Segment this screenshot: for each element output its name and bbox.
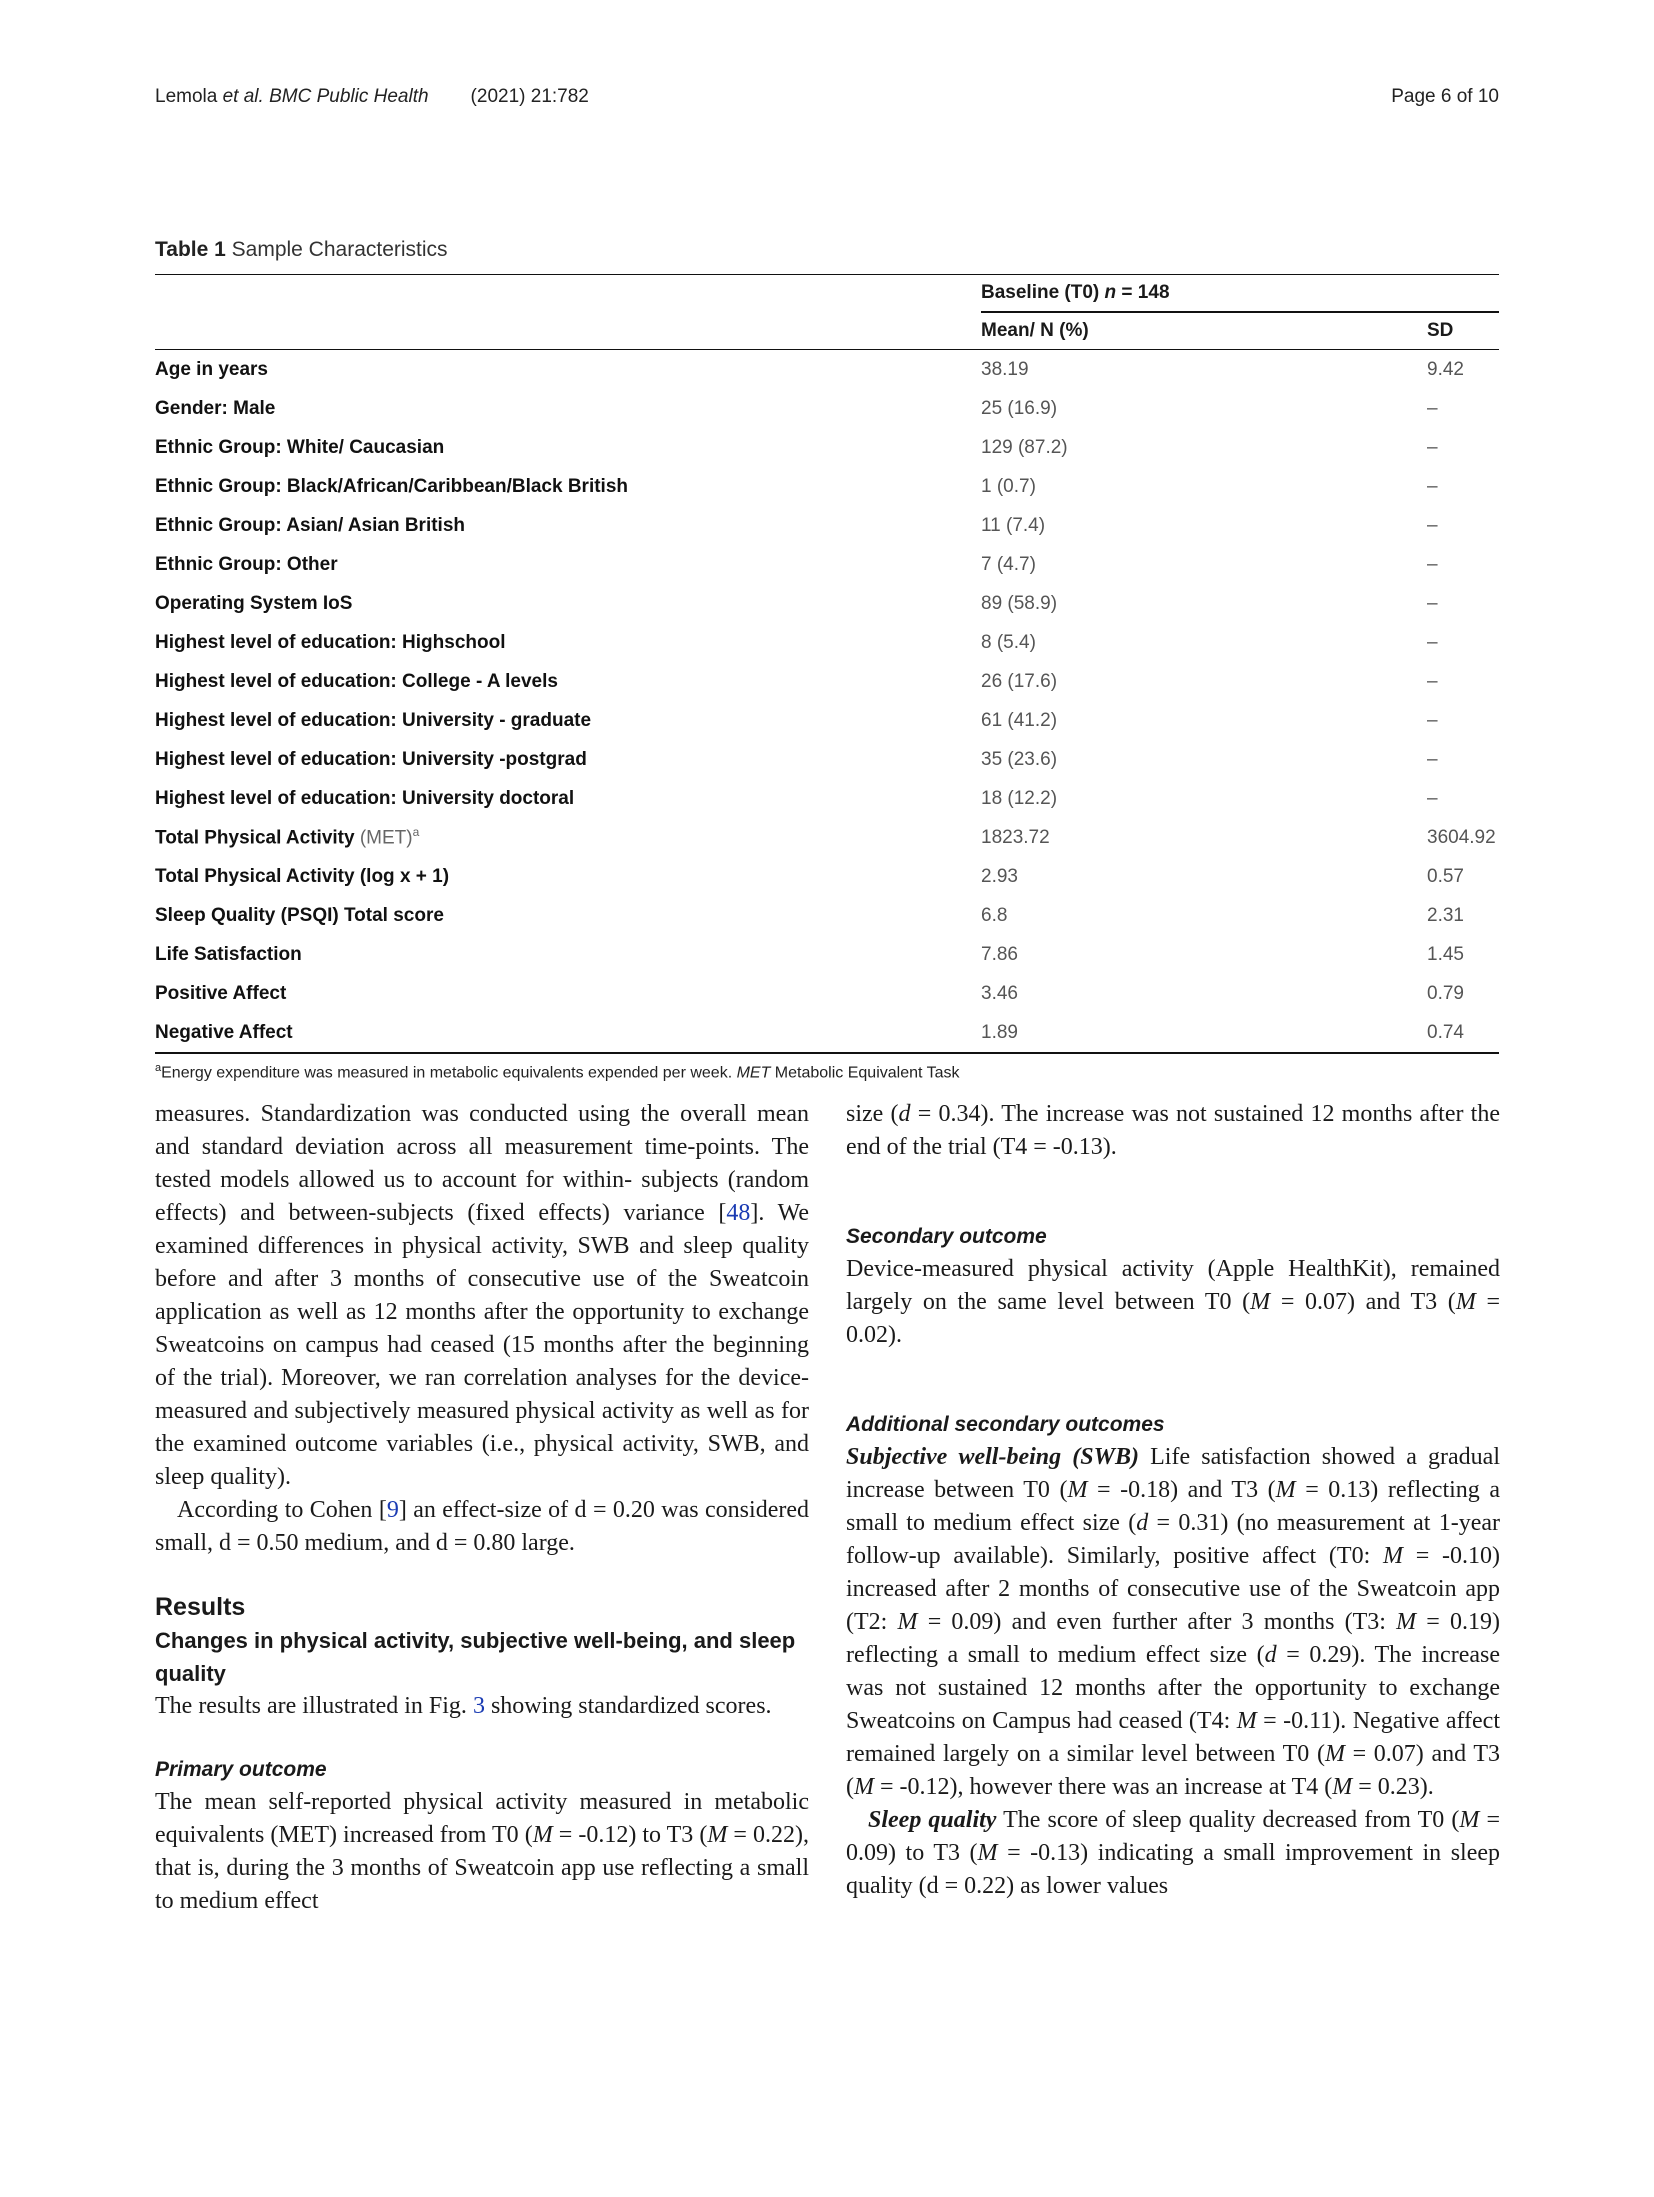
row-label xyxy=(155,623,981,662)
d-symbol: d xyxy=(898,1101,911,1127)
row-mean: 7 (4.7) xyxy=(981,553,1036,575)
row-label xyxy=(155,740,981,779)
mean-symbol: M xyxy=(1396,1609,1417,1635)
row-unit: (MET) xyxy=(359,827,413,849)
mean-symbol: M xyxy=(1382,1543,1403,1569)
column-header-variable xyxy=(155,312,981,350)
table-row xyxy=(155,935,1499,974)
row-label xyxy=(155,896,981,935)
row-sd: 1.45 xyxy=(1427,943,1464,965)
text: Device-measured physical activity (Apple HealthKit), remained largely on the same level between T0 ( xyxy=(846,1256,1500,1315)
table-body xyxy=(155,350,1499,1054)
row-label-text: Gender: Male xyxy=(155,397,276,419)
baseline-header xyxy=(981,275,1499,313)
journal-name: BMC Public Health xyxy=(263,86,429,107)
row-sd: 2.31 xyxy=(1427,904,1464,926)
table-row xyxy=(155,623,1499,662)
row-label-text: Ethnic Group: White/ Caucasian xyxy=(155,436,445,458)
subsubsection-heading-additional: Additional secondary outcomes xyxy=(846,1413,1165,1436)
figure-link-3[interactable]: 3 xyxy=(472,1693,485,1719)
mean-symbol: M xyxy=(1324,1741,1345,1767)
table-footnote xyxy=(155,1062,1499,1082)
table-row xyxy=(155,779,1499,818)
row-mean: 11 (7.4) xyxy=(981,514,1046,536)
citation-link-48[interactable]: 48 xyxy=(726,1200,751,1226)
row-label-text: Life Satisfaction xyxy=(155,943,302,965)
mean-symbol: M xyxy=(977,1840,998,1866)
row-label xyxy=(155,662,981,701)
run-in-heading-sleep: Sleep quality xyxy=(868,1807,997,1833)
row-label-text: Total Physical Activity xyxy=(155,827,360,849)
footnote-text: Energy expenditure was measured in metabolic equivalents expended per week. xyxy=(161,1064,737,1082)
row-sd: 9.42 xyxy=(1427,358,1464,380)
row-sd: 0.74 xyxy=(1427,1013,1499,1053)
table-row xyxy=(155,974,1499,1013)
text: = -0.12), however there was an increase at T4 ( xyxy=(874,1774,1333,1800)
d-symbol: d xyxy=(1136,1510,1149,1536)
row-label-text: Highest level of education: University doctoral xyxy=(155,787,575,809)
empty-header xyxy=(155,275,981,313)
mean-symbol: M xyxy=(532,1822,553,1848)
row-label xyxy=(155,350,981,390)
row-sd: – xyxy=(1427,436,1438,458)
row-mean: 129 (87.2) xyxy=(981,436,1068,458)
row-sd: – xyxy=(1427,592,1438,614)
text: = 0.02). xyxy=(846,1289,1500,1348)
n-value: = 148 xyxy=(1116,282,1170,303)
mean-symbol: M xyxy=(707,1822,728,1848)
row-label-text: Sleep Quality (PSQI) Total score xyxy=(155,904,444,926)
row-label xyxy=(155,701,981,740)
baseline-label: Baseline (T0) xyxy=(981,282,1105,303)
row-sd: – xyxy=(1427,670,1438,692)
text: = 0.22), that is, during the 3 months of Sweatcoin app use reflecting a small to medium effect xyxy=(155,1822,809,1914)
paragraph-secondary-outcome xyxy=(846,1253,1500,1352)
paragraph-effect-size xyxy=(846,1098,1500,1164)
text: = 0.09) and even further after 3 months (T3: xyxy=(917,1609,1397,1635)
row-label xyxy=(155,1013,981,1053)
row-label xyxy=(155,584,981,623)
text: = 0.07) and T3 ( xyxy=(846,1741,1501,1800)
row-mean: 35 (23.6) xyxy=(981,748,1058,770)
text: = 0.29). The increase was not sustained 12 months after the opportunity to exchange Sweatcoins on Campus had ceased (T4: xyxy=(846,1642,1501,1734)
text: = 0.34). The increase was not sustained 12 months after the end of the trial (T4 = -0.13). xyxy=(846,1101,1501,1160)
paragraph-methods xyxy=(155,1098,809,1494)
footnote-marker: a xyxy=(412,825,420,840)
d-symbol: d xyxy=(1264,1642,1277,1668)
run-in-heading-swb: Subjective well-being (SWB) xyxy=(846,1444,1139,1470)
table-column-header-row xyxy=(155,312,1499,350)
text: According to Cohen [ xyxy=(177,1497,387,1523)
volume-citation: (2021) 21:782 xyxy=(470,86,589,107)
row-sd: – xyxy=(1427,787,1438,809)
table-row xyxy=(155,701,1499,740)
n-symbol: n xyxy=(1104,282,1117,303)
table-row xyxy=(155,818,1499,857)
subsubsection-heading-secondary: Secondary outcome xyxy=(846,1225,1047,1248)
spacer xyxy=(155,1723,809,1753)
footnote-abbr-def: Metabolic Equivalent Task xyxy=(770,1064,960,1082)
row-mean: 3.46 xyxy=(981,982,1018,1004)
row-label-text: Operating System IoS xyxy=(155,592,353,614)
row-label xyxy=(155,545,981,584)
text: measures. Standardization was conducted using the overall mean and standard deviation across all measurement time-points. The tested models allowed us to account for within- subjects (random effects) and between-subjects (fixed effects) variance [ xyxy=(155,1101,809,1226)
text: = 0.31) (no measurement at 1-year follow-up available). Similarly, positive affect (T0: xyxy=(846,1510,1500,1569)
row-sd: – xyxy=(1427,553,1438,575)
spacer xyxy=(846,1352,1500,1408)
table-row xyxy=(155,1013,1499,1053)
mean-symbol: M xyxy=(854,1774,874,1800)
row-label-text: Negative Affect xyxy=(155,1021,293,1043)
row-label-text: Highest level of education: University -postgrad xyxy=(155,748,587,770)
subsection-heading-changes: Changes in physical activity, subjective well-being, and sleep quality xyxy=(155,1628,796,1686)
sample-characteristics-table xyxy=(155,274,1499,1054)
text: ] an effect-size of d = 0.20 was considered small, d = 0.50 medium, and d = 0.80 large. xyxy=(155,1497,809,1556)
text: = 0.07) and T3 ( xyxy=(1270,1289,1456,1315)
row-label-text: Highest level of education: College - A levels xyxy=(155,670,558,692)
row-mean: 26 (17.6) xyxy=(981,670,1058,692)
spacer xyxy=(846,1164,1500,1220)
row-label xyxy=(155,389,981,428)
row-mean: 18 (12.2) xyxy=(981,787,1058,809)
table-title: Sample Characteristics xyxy=(225,238,448,261)
row-label-text: Ethnic Group: Other xyxy=(155,553,338,575)
row-label xyxy=(155,779,981,818)
text: size ( xyxy=(846,1101,899,1127)
table-row xyxy=(155,389,1499,428)
et-al: et al. xyxy=(222,86,264,107)
row-sd: – xyxy=(1427,709,1438,731)
text: Life satisfaction showed a gradual increase between T0 ( xyxy=(846,1444,1500,1503)
citation-header xyxy=(155,86,589,108)
row-mean: 8 (5.4) xyxy=(981,631,1036,653)
row-mean: 38.19 xyxy=(981,358,1029,380)
mean-symbol: M xyxy=(1250,1289,1271,1315)
text: The mean self-reported physical activity measured in metabolic equivalents (MET) increased from T0 ( xyxy=(155,1789,809,1848)
row-sd: 0.57 xyxy=(1427,865,1464,887)
table-row xyxy=(155,428,1499,467)
row-sd: – xyxy=(1427,748,1438,770)
row-sd: 0.79 xyxy=(1427,982,1464,1004)
left-column xyxy=(155,1098,809,1918)
row-mean: 61 (41.2) xyxy=(981,709,1058,731)
table-row xyxy=(155,584,1499,623)
row-label xyxy=(155,857,981,896)
paragraph-primary-outcome xyxy=(155,1786,809,1918)
table-1 xyxy=(155,238,1499,1082)
text: ]. We examined differences in physical activity, SWB and sleep quality before and after 3 months of consecutive use of the Sweatcoin application as well as 12 months after the opportunity to exchange Sweatcoins on campus had ceased (15 months after the beginning of the trial). Moreover, we ran correlation analyses for the device-measured and subjectively measured physical activity as well as for the examined outcome variables (i.e., physical activity, SWB, and sleep quality). xyxy=(155,1200,809,1490)
mean-symbol: M xyxy=(1455,1289,1476,1315)
row-label xyxy=(155,506,981,545)
text: = -0.13) indicating a small improvement in sleep quality (d = 0.22) as lower values xyxy=(846,1840,1500,1899)
mean-symbol: M xyxy=(1236,1708,1257,1734)
text: = -0.11). Negative affect remained largely on a similar level between T0 ( xyxy=(846,1708,1500,1767)
table-group-header-row xyxy=(155,275,1499,313)
paragraph-cohen xyxy=(155,1494,809,1560)
citation-link-9[interactable]: 9 xyxy=(386,1497,399,1523)
paragraph-swb xyxy=(846,1441,1500,1804)
table-caption xyxy=(155,238,1499,262)
table-row xyxy=(155,896,1499,935)
text: The results are illustrated in Fig. xyxy=(155,1693,473,1719)
mean-symbol: M xyxy=(897,1609,918,1635)
table-label: Table 1 xyxy=(155,238,226,261)
row-label xyxy=(155,974,981,1013)
row-sd: 3604.92 xyxy=(1427,826,1496,848)
table-row xyxy=(155,467,1499,506)
row-mean: 1823.72 xyxy=(981,826,1050,848)
row-label-text: Age in years xyxy=(155,358,268,380)
row-mean: 1.89 xyxy=(981,1013,1427,1053)
row-sd: – xyxy=(1427,397,1438,419)
row-label-text: Positive Affect xyxy=(155,982,287,1004)
table-row xyxy=(155,506,1499,545)
page-number: Page 6 of 10 xyxy=(1391,86,1499,107)
row-label-text: Ethnic Group: Asian/ Asian British xyxy=(155,514,466,536)
row-mean: 6.8 xyxy=(981,904,1008,926)
running-header xyxy=(155,86,1499,114)
row-label-text: Highest level of education: University - graduate xyxy=(155,709,592,731)
text: = -0.10) increased after 2 months of consecutive use of the Sweatcoin app (T2: xyxy=(846,1543,1500,1635)
row-mean: 89 (58.9) xyxy=(981,592,1058,614)
row-label xyxy=(155,935,981,974)
text: = 0.19) reflecting a small to medium effect size ( xyxy=(846,1609,1501,1668)
column-header-sd: SD xyxy=(1427,312,1499,350)
text: = -0.18) and T3 ( xyxy=(1087,1477,1276,1503)
right-column xyxy=(846,1098,1500,1903)
row-label xyxy=(155,467,981,506)
mean-symbol: M xyxy=(1275,1477,1296,1503)
paragraph-sleep-quality xyxy=(846,1804,1500,1903)
row-label-text: Highest level of education: Highschool xyxy=(155,631,506,653)
authors: Lemola xyxy=(155,86,223,107)
row-label xyxy=(155,818,981,857)
section-heading-results: Results xyxy=(155,1593,246,1621)
mean-symbol: M xyxy=(1332,1774,1353,1800)
paragraph-figure-ref xyxy=(155,1690,809,1723)
mean-symbol: M xyxy=(1459,1807,1480,1833)
row-mean: 25 (16.9) xyxy=(981,397,1058,419)
row-mean: 2.93 xyxy=(981,865,1018,887)
footnote-abbr: MET xyxy=(736,1064,771,1082)
footnote-marker: a xyxy=(155,1062,162,1074)
text: showing standardized scores. xyxy=(484,1693,772,1719)
row-label xyxy=(155,428,981,467)
row-sd: – xyxy=(1427,631,1438,653)
text: = 0.13) reflecting a small to medium effect size ( xyxy=(846,1477,1501,1536)
table-row xyxy=(155,545,1499,584)
column-header-mean: Mean/ N (%) xyxy=(981,312,1427,350)
subsubsection-heading-primary: Primary outcome xyxy=(155,1758,327,1781)
table-row xyxy=(155,857,1499,896)
table-row xyxy=(155,740,1499,779)
text: = -0.12) to T3 ( xyxy=(552,1822,708,1848)
row-mean: 7.86 xyxy=(981,943,1018,965)
text: = 0.23). xyxy=(1352,1774,1434,1800)
mean-symbol: M xyxy=(1067,1477,1088,1503)
text: The score of sleep quality decreased from T0 ( xyxy=(996,1807,1460,1833)
row-sd: – xyxy=(1427,475,1438,497)
journal-citation xyxy=(155,86,429,107)
table-row xyxy=(155,662,1499,701)
row-sd: – xyxy=(1427,514,1438,536)
row-mean: 1 (0.7) xyxy=(981,475,1036,497)
row-label-text: Total Physical Activity (log x + 1) xyxy=(155,865,450,887)
table-row xyxy=(155,350,1499,390)
text: = 0.09) to T3 ( xyxy=(846,1807,1500,1866)
row-label-text: Ethnic Group: Black/African/Caribbean/Black British xyxy=(155,475,628,497)
